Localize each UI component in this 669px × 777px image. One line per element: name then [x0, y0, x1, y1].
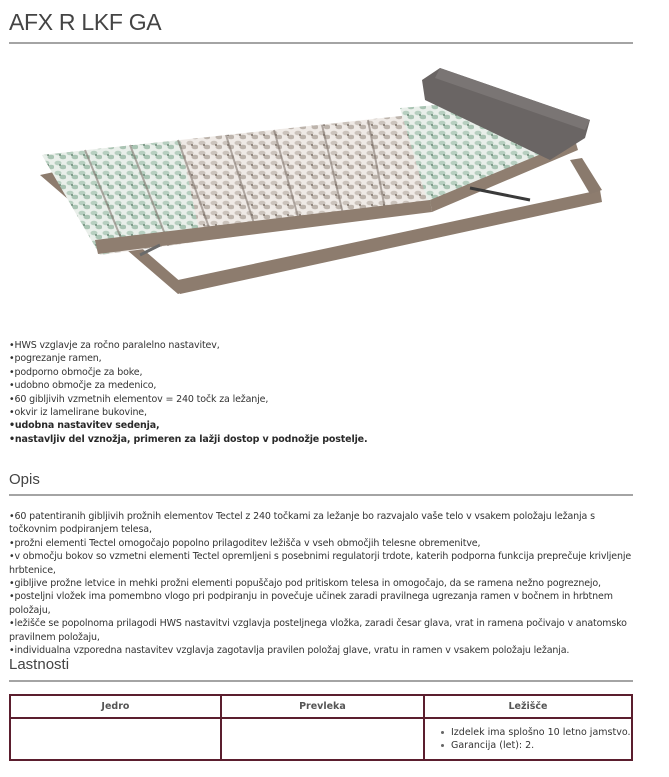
feature-item: •udobno območje za medenico,: [9, 380, 157, 392]
cell-jedro: [10, 718, 221, 760]
description-item: •gibljive prožne letvice in mehki prožni elementi popuščajo pod pritiskom telesa in omogočajo, da se ramena nežno pogreznejo,: [9, 578, 601, 590]
feature-item: •okvir iz lamelirane bukovine,: [9, 407, 147, 419]
feature-item: •pogrezanje ramen,: [9, 353, 102, 365]
slatted-bed-base-illustration: [30, 60, 630, 300]
table-header-row: [10, 695, 632, 718]
page-title: AFX R LKF GA: [9, 9, 162, 35]
description-list: [9, 510, 639, 657]
description-item: •ležišče se popolnoma prilagodi HWS nastavitvi vzglavja posteljnega vložka, zaradi česar glava, vrat in ramena počivajo v anatomsko pravilnem položaju,: [9, 618, 627, 643]
description-item: •prožni elementi Tectel omogočajo popolno prilagoditev ležišča v vseh območjih telesne obremenitve,: [9, 537, 481, 549]
column-header-lezisce: Ležišče: [424, 695, 632, 718]
column-header-prevleka: Prevleka: [221, 695, 424, 718]
section-heading-description: Opis: [9, 471, 40, 488]
description-item: •posteljni vložek ima pomembno vlogo pri podpiranju in povečuje učinek zaradi pravilnega ugrezanja ramen v bočnem in hrbtnem položaju,: [9, 591, 613, 616]
feature-item: •60 gibljivih vzmetnih elementov = 240 točk za ležanje,: [9, 393, 269, 405]
properties-divider: [9, 680, 633, 682]
lezisce-item: Garancija (let): 2.: [441, 739, 631, 752]
description-item: •v območju bokov so vzmetni elementi Tectel opremljeni s posebnimi regulatorji trdote, katerih podporna funkcija preprečuje krivljenje hrbtenice,: [9, 551, 632, 576]
section-heading-properties: Lastnosti: [9, 656, 70, 673]
lezisce-item: Izdelek ima splošno 10 letno jamstvo.: [441, 726, 631, 739]
product-image: [30, 60, 630, 300]
feature-item-bold: •udobna nastavitev sedenja,: [9, 420, 160, 432]
table-row: [10, 718, 632, 760]
description-divider: [9, 494, 633, 496]
column-header-jedro: Jedro: [10, 695, 221, 718]
feature-item-bold: •nastavljiv del vznožja, primeren za lažji dostop v podnožje postelje.: [9, 433, 368, 445]
cell-prevleka: [221, 718, 424, 760]
description-item: •individualna vzporedna nastavitev vzglavja zagotavlja pravilen položaj glave, vratu in ramen v vsakem položaju ležanja.: [9, 645, 570, 657]
properties-table: [9, 694, 633, 761]
lezisce-list: [425, 726, 631, 752]
feature-item: •podporno območje za boke,: [9, 366, 143, 378]
feature-item: •HWS vzglavje za ročno paralelno nastavitev,: [9, 340, 220, 351]
title-divider: [9, 42, 633, 44]
cell-lezisce: [424, 718, 632, 760]
feature-list: [9, 339, 367, 446]
description-item: •60 patentiranih gibljivih prožnih elementov Tectel z 240 točkami za ležanje bo razvajalo vaše telo v vsakem položaju ležanja s točkovnim podpiranjem telesa,: [9, 511, 595, 536]
